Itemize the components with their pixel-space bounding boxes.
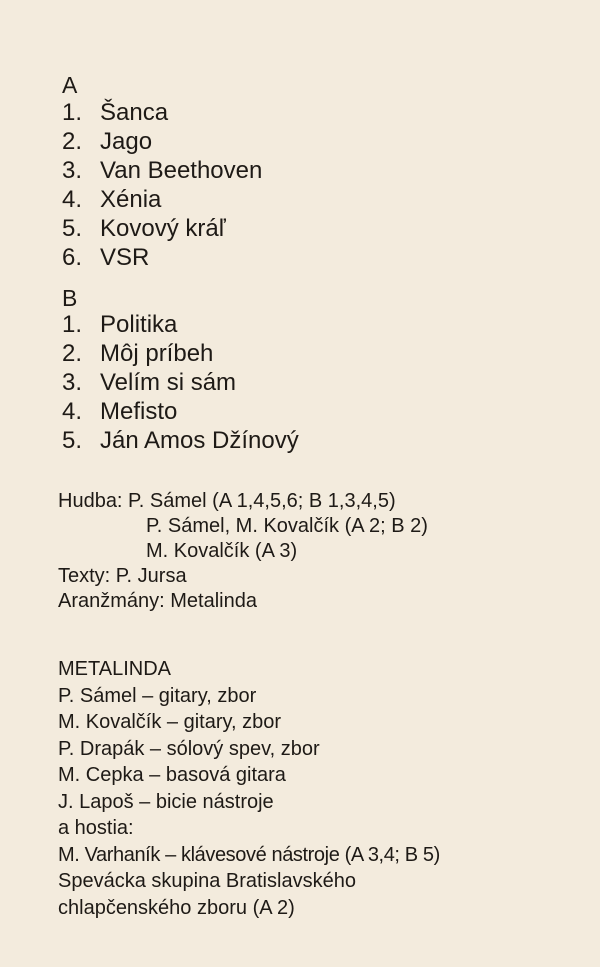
track-a6: 6. VSR	[62, 244, 150, 271]
track-b5: 5. Ján Amos Džínový	[62, 427, 299, 454]
music-credit-line-3: M. Kovalčík (A 3)	[146, 540, 298, 562]
track-b3: 3. Velím si sám	[62, 369, 237, 396]
track-a4: 4. Xénia	[62, 186, 162, 213]
track-title: Mefisto	[100, 398, 178, 425]
track-title: Môj príbeh	[100, 340, 214, 367]
track-b1: 1. Politika	[62, 311, 178, 338]
band-lineup	[58, 656, 440, 921]
track-b2: 2. Môj príbeh	[62, 340, 214, 367]
guest-line: M. Varhaník – klávesové nástroje (A 3,4; B 5)	[58, 843, 440, 866]
band-member: P. Sámel – gitary, zbor	[58, 684, 257, 707]
guest-line: chlapčenského zboru (A 2)	[58, 896, 295, 919]
music-credit-line-1: Hudba: P. Sámel (A 1,4,5,6; B 1,3,4,5)	[58, 490, 396, 512]
track-title: Velím si sám	[100, 369, 237, 396]
side-b-label: B	[62, 285, 78, 311]
track-title: Jago	[100, 128, 153, 155]
credits-block	[58, 489, 428, 614]
lyrics-credit: Texty: P. Jursa	[58, 565, 187, 587]
guest-line: Spevácka skupina Bratislavského	[58, 870, 356, 892]
track-a2: 2. Jago	[62, 128, 153, 155]
track-a1: 1. Šanca	[62, 99, 169, 126]
track-title: VSR	[100, 244, 150, 271]
band-member: M. Kovalčík – gitary, zbor	[58, 711, 282, 733]
band-name: METALINDA	[58, 658, 171, 680]
band-member: P. Drapák – sólový spev, zbor	[58, 737, 320, 760]
side-a-label: A	[62, 72, 78, 98]
guests-label: a hostia:	[58, 817, 134, 839]
track-title: Xénia	[100, 186, 162, 213]
track-title: Ján Amos Džínový	[100, 427, 299, 454]
track-title: Van Beethoven	[100, 157, 263, 184]
track-title: Politika	[100, 311, 178, 338]
track-a3: 3. Van Beethoven	[62, 157, 263, 184]
track-title: Šanca	[100, 99, 169, 126]
arrangements-credit: Aranžmány: Metalinda	[58, 590, 257, 612]
side-b-tracklist	[62, 310, 299, 455]
track-a5: 5. Kovový kráľ	[62, 215, 226, 242]
track-b4: 4. Mefisto	[62, 398, 178, 425]
side-a-tracklist	[62, 98, 262, 272]
band-member: M. Cepka – basová gitara	[58, 764, 286, 786]
band-member: J. Lapoš – bicie nástroje	[58, 790, 274, 813]
track-title: Kovový kráľ	[100, 215, 226, 242]
music-credit-line-2: P. Sámel, M. Kovalčík (A 2; B 2)	[146, 515, 428, 537]
